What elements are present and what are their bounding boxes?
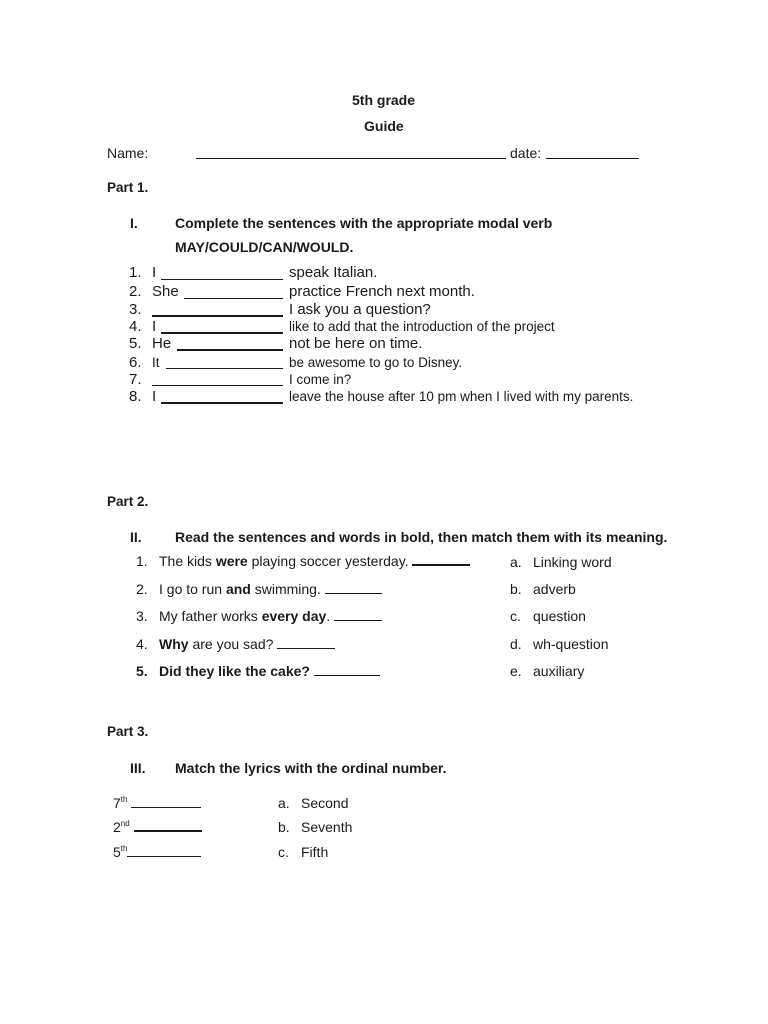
part2-item-blank[interactable] xyxy=(277,647,335,649)
part2-item-num: 1. xyxy=(136,553,148,569)
part1-item-blank[interactable] xyxy=(152,315,283,317)
part1-item-blank[interactable] xyxy=(166,368,283,369)
part2-item-num: 2. xyxy=(136,581,148,597)
part2-item-bold: Did they like the cake? xyxy=(159,663,310,679)
part2-option: adverb xyxy=(533,581,576,597)
part1-item-blank[interactable] xyxy=(184,298,283,299)
part1-item-text: I come in? xyxy=(289,372,352,387)
part2-item-post: swimming. xyxy=(250,581,325,597)
part1-modals: MAY/COULD/CAN/WOULD. xyxy=(175,239,354,255)
part2-instruction: Read the sentences and words in bold, then match them with its meaning. xyxy=(175,529,668,545)
part2-item-pre: My father works xyxy=(159,608,262,624)
part1-item-blank[interactable] xyxy=(161,279,283,280)
part3-label: Part 3. xyxy=(107,724,149,739)
part1-item-blank[interactable] xyxy=(161,332,283,334)
part2-label: Part 2. xyxy=(107,494,149,509)
part3-item xyxy=(113,844,201,860)
date-blank[interactable] xyxy=(546,158,639,159)
name-blank[interactable] xyxy=(196,158,506,159)
part2-item-blank[interactable] xyxy=(334,619,382,621)
part2-numeral: II. xyxy=(130,529,142,545)
ordinal-number: 2 xyxy=(113,819,121,835)
part2-option: wh-question xyxy=(533,636,609,652)
name-label: Name: xyxy=(107,145,149,161)
part2-item-pre: I go to run xyxy=(159,581,226,597)
part3-item-blank[interactable] xyxy=(134,829,202,832)
part3-item xyxy=(113,819,202,835)
part1-item-text: speak Italian. xyxy=(289,264,378,281)
part2-item-post: are you sad? xyxy=(188,636,278,652)
part1-item-text: not be here on time. xyxy=(289,335,423,352)
part2-item-post: . xyxy=(326,608,335,624)
part2-item xyxy=(159,663,380,679)
date-label: date: xyxy=(510,145,542,161)
ordinal-suffix: nd xyxy=(120,819,130,828)
ordinal-number: 5 xyxy=(113,844,121,860)
part2-option-letter: b. xyxy=(510,581,522,597)
part3-numeral: III. xyxy=(130,760,146,776)
part1-item-blank[interactable] xyxy=(177,349,283,351)
part2-item xyxy=(159,581,382,597)
part1-item-num: 4. xyxy=(129,318,142,335)
part2-item xyxy=(159,608,382,624)
part3-instruction: Match the lyrics with the ordinal number. xyxy=(175,760,447,776)
part2-item-bold: every day xyxy=(261,608,327,624)
part2-item-num: 5. xyxy=(136,663,148,679)
part2-item-post: playing soccer yesterday. xyxy=(247,553,413,569)
part3-option: Seventh xyxy=(301,819,353,835)
part3-item xyxy=(113,795,201,811)
part3-option-letter: a. xyxy=(278,795,290,811)
guide-title: Guide xyxy=(364,118,404,134)
part1-item-text: be awesome to go to Disney. xyxy=(289,355,463,370)
part1-item-num: 6. xyxy=(129,354,142,371)
part1-item-num: 1. xyxy=(129,264,142,281)
part1-instruction: Complete the sentences with the appropriate modal verb xyxy=(175,215,553,231)
part1-item-text: leave the house after 10 pm when I lived with my parents. xyxy=(289,389,634,404)
part2-option-letter: c. xyxy=(510,608,521,624)
part2-item-bold: Why xyxy=(159,636,189,652)
part1-numeral: I. xyxy=(130,215,138,231)
part1-item-num: 2. xyxy=(129,283,142,300)
part1-item-lead: He xyxy=(152,335,172,352)
part2-option-letter: d. xyxy=(510,636,522,652)
part2-item-num: 3. xyxy=(136,608,148,624)
part3-option-letter: c. xyxy=(278,844,289,860)
part2-item-bold: and xyxy=(225,581,251,597)
part2-item-blank[interactable] xyxy=(314,674,380,676)
grade-heading: 5th grade xyxy=(352,92,416,108)
part1-item-text: practice French next month. xyxy=(289,283,475,300)
part1-item-num: 8. xyxy=(129,388,142,405)
part1-item-lead: It xyxy=(152,355,160,370)
part2-option-letter: e. xyxy=(510,663,522,679)
part1-item-lead: I xyxy=(152,318,157,335)
part2-item-bold: were xyxy=(215,553,248,569)
part1-item-num: 3. xyxy=(129,301,142,318)
part1-item-blank[interactable] xyxy=(152,385,283,386)
ordinal-suffix: th xyxy=(120,844,128,853)
part1-item-blank[interactable] xyxy=(161,402,283,404)
part2-option: auxiliary xyxy=(533,663,585,679)
part3-option-letter: b. xyxy=(278,819,290,835)
part2-option: Linking word xyxy=(533,554,612,570)
part1-item-text: I ask you a question? xyxy=(289,301,431,318)
part2-item-num: 4. xyxy=(136,636,148,652)
part1-label: Part 1. xyxy=(107,180,149,195)
part1-item-num: 5. xyxy=(129,335,142,352)
part2-item-pre: The kids xyxy=(159,553,216,569)
part2-item xyxy=(159,636,335,652)
part1-item-num: 7. xyxy=(129,371,142,388)
part3-option: Fifth xyxy=(301,844,329,860)
part1-item-lead: I xyxy=(152,264,157,281)
part3-item-blank[interactable] xyxy=(127,855,201,857)
part3-option: Second xyxy=(301,795,349,811)
part3-item-blank[interactable] xyxy=(131,806,201,808)
part2-item xyxy=(159,553,470,569)
part2-item-blank[interactable] xyxy=(412,563,470,566)
part2-option-letter: a. xyxy=(510,554,522,570)
ordinal-number: 7 xyxy=(113,795,121,811)
part2-option: question xyxy=(533,608,586,624)
part2-item-post xyxy=(310,663,314,679)
part1-item-lead: I xyxy=(152,388,157,405)
part2-item-blank[interactable] xyxy=(325,592,382,594)
part1-item-text: like to add that the introduction of the project xyxy=(289,319,555,334)
part1-item-lead: She xyxy=(152,283,179,300)
ordinal-suffix: th xyxy=(120,795,128,804)
